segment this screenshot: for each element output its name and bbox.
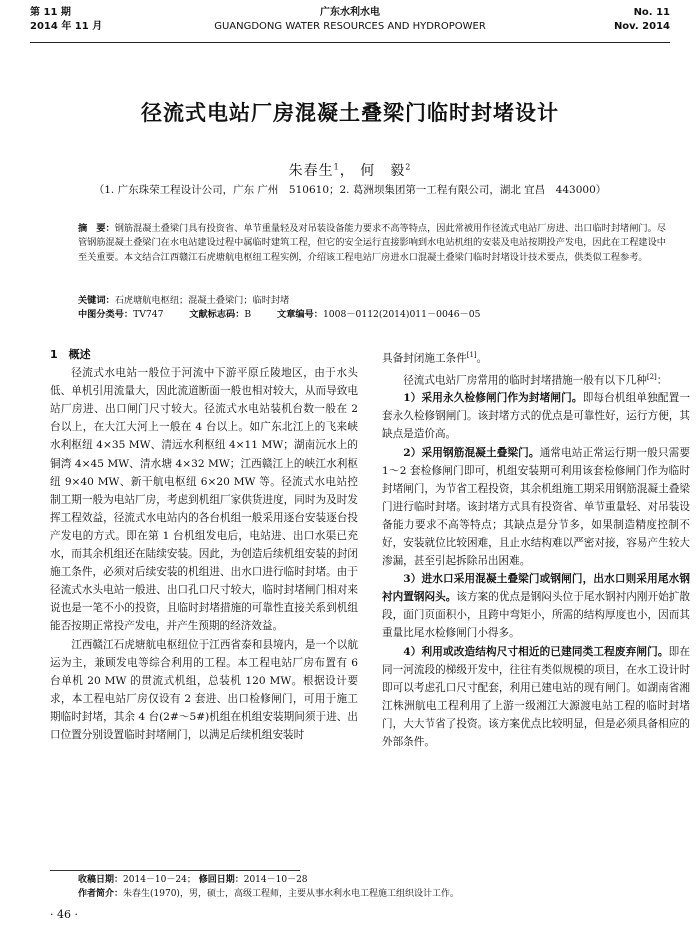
section-heading-overview: 1 概述	[50, 348, 91, 361]
abstract-label: 摘 要：	[78, 223, 115, 234]
received-label: 收稿日期：	[78, 875, 124, 885]
method-3-head: 3）进水口采用混凝土叠梁门或钢闸门，出水口则采用尾水钢衬内置钢闷头。	[382, 573, 690, 604]
method-item-2	[382, 444, 690, 571]
header-date-cn: 2014 年 11 月	[30, 21, 103, 32]
method-item-1	[382, 389, 690, 443]
abstract-text: 钢筋混凝土叠梁门具有投资省、单节重量轻及对吊装设备能力要求不高等特点，因此常被用作径流式电站厂房进、出口临时封堵闸门。尽管钢筋混凝土叠梁门在水电站建设过程中属临时建筑工程，但它的安全运行直接影响到水电站机组的安装及电站按期投产发电，因此在工程建设中至关重要。本文结合江西赣江石虎塘航电枢纽工程实例，介绍该工程电站厂房进水口混凝土叠梁门临时封堵设计技术要点，供类似工程参考。	[78, 223, 666, 263]
article-no-label: 文章编号：	[277, 309, 323, 320]
author-2-sup: 2	[405, 162, 412, 172]
header-date-en: Nov. 2014	[613, 21, 670, 32]
method-4-text: 即在同一河流段的梯级开发中，往往有类似规模的项目，在水工设计时即可以考虑孔口尺寸配套，利用已建电站的现有闸门。如湖南省湘江株洲航电工程利用了上游一级湘江大源渡电站工程的临时封堵门，大大节省了投资。该方案优点比较明显，但是必须具备相应的外部条件。	[382, 645, 690, 749]
continued-paragraph	[382, 346, 690, 368]
method-2-head: 2）采用钢筋混凝土叠梁门。	[403, 446, 540, 459]
footnote-dates	[78, 874, 308, 887]
revised-label: 修回日期：	[198, 875, 244, 885]
header-issue-en: No. 11	[633, 7, 670, 18]
right-column	[382, 346, 690, 751]
abstract	[78, 222, 666, 265]
running-header	[30, 6, 670, 50]
method-4-head: 4）利用或改造结构尺寸相近的已建同类工程废弃闸门。	[403, 645, 669, 658]
methods-intro-text: 径流式电站厂房常用的临时封堵措施一般有以下几种	[403, 374, 647, 387]
clc-value: TV747	[133, 309, 164, 320]
header-center	[30, 6, 670, 34]
doc-code-value: B	[244, 309, 252, 320]
ref-1: [1]	[466, 351, 477, 359]
overview-paragraph-2: 江西赣江石虎塘航电枢纽位于江西省泰和县境内，是一个以航运为主，兼顾发电等综合利用的工程。本工程电站厂房布置有 6 台单机 20 MW 的贯流式机组，总装机 120 MW。根据设计要求，本工程电站厂房仅设有 2 套进、出口检修闸门，可用于施工期临时封堵，其余 4 台(2#～5#)机组在机组安装期间须于进、出口位置分别设置临时封堵闸门，以满足后续机组安装时	[50, 638, 358, 741]
keywords-text: 石虎塘航电枢纽；混凝土叠梁门；临时封堵	[114, 295, 290, 306]
method-2-text: 通常电站正常运行期一般只需要 1～2 套检修闸门即可，机组安装期可利用该套检修闸门作为临时封堵闸门，为节省工程投资，其余机组施工期采用钢筋混凝土叠梁门进行临时封堵。该封堵方式具有投资省、单节重量轻、对吊装设备能力要求不高等特点；其缺点是分节多，如果制造精度控制不好，安装就位比较困难，且止水结构难以严密对接，容易产生较大渗漏，甚至引起拆除吊出困难。	[382, 446, 690, 568]
article-no-value: 1008－0112(2014)011－0046－05	[322, 309, 481, 320]
affiliation: （1. 广东珠荣工程设计公司，广东 广州 510610；2. 葛洲坝集团第一工程有限公司，湖北 宜昌 443000）	[93, 184, 607, 196]
header-rule	[30, 42, 670, 43]
author-bio: 朱春生(1970)，男，硕士，高级工程师，主要从事水利水电工程施工组织设计工作。	[123, 889, 459, 899]
received-date: 2014－10－24；	[123, 875, 196, 885]
author-1-sup: 1	[333, 162, 340, 172]
method-item-4	[382, 643, 690, 752]
author-sep: ，	[339, 163, 355, 179]
method-3-text: 该方案的优点是钢闷头位于尾水钢衬内刚开始扩散段，面门页面积小，且跨中弯矩小，所需的结构厚度也小，因而其重量比尾水检修闸门小得多。	[382, 591, 691, 640]
footnote-rule	[50, 870, 300, 871]
author-line	[30, 160, 670, 180]
page-number: · 46 ·	[50, 908, 78, 921]
left-column	[50, 346, 358, 744]
author-bio-label: 作者简介：	[78, 889, 124, 899]
header-journal-en: GUANGDONG WATER RESOURCES AND HYDROPOWER	[214, 21, 486, 32]
header-journal-cn: 广东水利水电	[320, 7, 380, 18]
doc-code-label: 文献标志码：	[189, 309, 245, 320]
article-title: 径流式电站厂房混凝土叠梁门临时封堵设计	[141, 101, 559, 125]
methods-intro-end: ：	[656, 374, 668, 387]
method-item-3	[382, 570, 690, 642]
revised-date: 2014－10－28	[243, 875, 308, 885]
keywords	[78, 294, 666, 308]
ref-2: [2]	[646, 372, 657, 381]
continued-end: 。	[476, 352, 488, 365]
clc-label: 中图分类号：	[78, 309, 134, 320]
footnote-author	[78, 888, 459, 901]
method-1-head: 1）采用永久检修闸门作为封堵闸门。	[403, 392, 583, 405]
author-2: 何 毅	[360, 163, 406, 179]
classification-line	[78, 308, 666, 322]
continued-text: 具备封闭施工条件	[382, 352, 467, 365]
author-1: 朱春生	[288, 163, 334, 179]
header-issue-cn: 第 11 期	[30, 7, 71, 18]
methods-intro	[382, 368, 690, 390]
overview-paragraph-1: 径流式水电站一般位于河流中下游平原丘陵地区，由于水头低、单机引用流量大，因此流道断面一般也相对较大，从而导致电站厂房进、出口闸门尺寸较大。径流式水电站装机台数一般在 2 台以上，在大江大河上一般在 4 台以上。如广东北江上的飞来峡水利枢纽 4×35 MW、清远水利枢纽 4×11 MW；湖南沅水上的铜湾 4×45 MW、清水塘 4×32 MW；江西赣江上的峡江水利枢纽 9×40 MW、新干航电枢纽 6×20 MW 等。径流式水电站控制工期一般为电站厂房，考虑到机组厂家供货进度，同时为及时发挥工程效益，径流式水电站内的各台机组一般采用逐台安装逐台投产发电的方式。即在第 1 台机组发电后，电站进、出口水渠已充水，而其余机组还在陆续安装。因此，为创造后续机组安装的封闭施工条件，必须对后续安装的机组进、出水口进行临时封堵。由于径流式水头电站一般进、出口孔口尺寸较大，临时封堵闸门相对来说也是一笔不小的投资，且临时封堵措施的可靠性直接关系到机组能否按期正常投产发电，并产生预期的经济效益。	[50, 367, 358, 633]
keywords-label: 关键词：	[78, 295, 115, 306]
header-right	[614, 6, 670, 34]
method-1-text: 即每台机组单独配置一套永久检修钢闸门。该封堵方式的优点是可靠性好，运行方便，其缺点是造价高。	[382, 392, 691, 441]
